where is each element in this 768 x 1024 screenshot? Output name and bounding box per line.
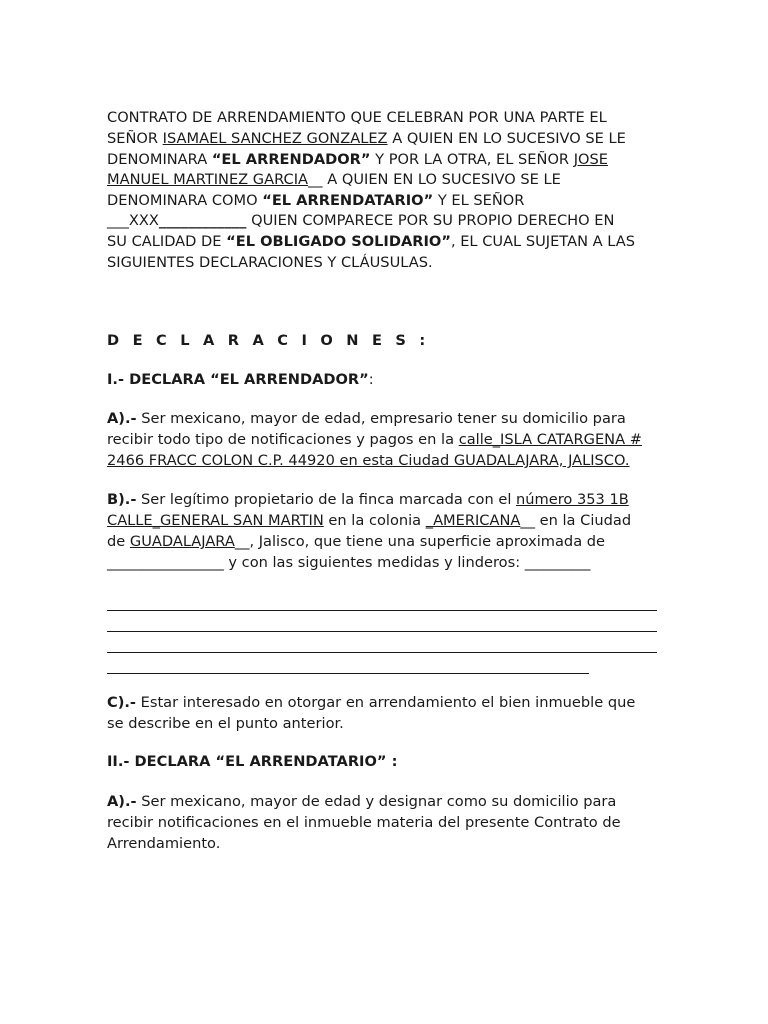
intro-line-8	[107, 253, 667, 274]
declaraciones-heading: D E C L A R A C I O N E S :	[107, 332, 430, 349]
arrendatario-name-part1: JOSE	[573, 151, 608, 168]
intro-text: SIGUIENTES DECLARACIONES Y CLÁUSULAS.	[107, 254, 433, 271]
street-field: CALLE_GENERAL SAN MARTIN	[107, 512, 324, 529]
intro-text: , EL CUAL SUJETAN A LAS	[450, 233, 635, 250]
city-field: GUADALAJARA	[129, 533, 235, 550]
intro-text: CONTRATO DE ARRENDAMIENTO QUE CELEBRAN POR UNA PARTE EL	[107, 109, 607, 126]
address-field: 2466 FRACC COLON C.P. 44920 en esta Ciudad GUADALAJARA, JALISCO.	[107, 452, 630, 469]
clause-1c-line-2	[107, 714, 667, 735]
clause-text: recibir notificaciones en el inmueble materia del presente Contrato de	[107, 814, 621, 831]
colonia-field: _AMERICANA	[425, 512, 521, 529]
clause-text: Estar interesado en otorgar en arrendamiento el bien inmueble que	[135, 694, 636, 711]
intro-text: SEÑOR	[107, 130, 163, 147]
property-number-field: número 353 1B	[516, 491, 629, 508]
clause-2a-line-3	[107, 834, 667, 855]
clause-1a-line-1	[107, 409, 667, 430]
intro-text: DENOMINARA	[107, 151, 212, 168]
blank-line: ________________	[107, 554, 224, 571]
clause-1b-line-1	[107, 490, 667, 511]
blank-rule	[107, 631, 657, 632]
clause-text: de	[107, 533, 130, 550]
clause-text: en la Ciudad	[534, 512, 632, 529]
clause-text: Ser mexicano, mayor de edad, empresario tener su domicilio para	[136, 410, 626, 427]
clause-text: , Jalisco, que tiene una superficie aproximada de	[249, 533, 606, 550]
section-2-heading: II.- DECLARA “EL ARRENDATARIO” :	[107, 753, 398, 770]
clause-text: Ser legítimo propietario de la finca marcada con el	[136, 491, 517, 508]
obligado-name: ___XXX	[107, 212, 159, 229]
clause-2a-line-2	[107, 813, 667, 834]
intro-text: Y POR LA OTRA, EL SEÑOR	[370, 151, 574, 168]
blank-line: ____________	[158, 212, 247, 229]
intro-line-3	[107, 150, 667, 171]
intro-line-5	[107, 191, 667, 212]
intro-line-1	[107, 108, 667, 129]
clause-text: se describe en el punto anterior.	[107, 715, 344, 732]
clause-label: A).-	[107, 410, 137, 427]
clause-1b-line-3	[107, 532, 667, 553]
arrendatario-name-part2: MANUEL MARTINEZ GARCIA	[107, 171, 308, 188]
blank-rule	[107, 652, 657, 653]
clause-1c-line-1	[107, 693, 667, 714]
clause-label: A).-	[107, 793, 137, 810]
intro-line-7	[107, 232, 667, 253]
section-1-heading	[107, 370, 667, 391]
clause-1b-line-4	[107, 553, 667, 574]
clause-label: B).-	[107, 491, 137, 508]
blank-rule	[107, 673, 589, 674]
arrendador-term: “EL ARRENDADOR”	[211, 151, 371, 168]
intro-line-2	[107, 129, 667, 150]
clause-1a-line-3	[107, 451, 667, 472]
clause-2a-line-1	[107, 792, 667, 813]
clause-text: Ser mexicano, mayor de edad y designar como su domicilio para	[136, 793, 617, 810]
clause-1a-line-2	[107, 430, 667, 451]
intro-text: A QUIEN EN LO SUCESIVO SE LE	[387, 130, 626, 147]
clause-text: y con las siguientes medidas y linderos:	[223, 554, 525, 571]
clause-text: recibir todo tipo de notificaciones y pagos en la	[107, 431, 459, 448]
section-1-title: I.- DECLARA “EL ARRENDADOR”	[107, 371, 369, 388]
blank-line: _________	[524, 554, 591, 571]
intro-text: DENOMINARA COMO	[107, 192, 263, 209]
clause-label: C).-	[107, 694, 136, 711]
blank-line: __	[520, 512, 535, 529]
blank-line: __	[308, 171, 323, 188]
address-field: calle_ISLA CATARGENA #	[458, 431, 642, 448]
clause-text: Arrendamiento.	[107, 835, 221, 852]
blank-line: __	[234, 533, 250, 550]
intro-text: QUIEN COMPARECE POR SU PROPIO DERECHO EN	[246, 212, 615, 229]
intro-text: A QUIEN EN LO SUCESIVO SE LE	[322, 171, 561, 188]
intro-text: SU CALIDAD DE	[107, 233, 227, 250]
arrendatario-term: “EL ARRENDATARIO”	[262, 192, 434, 209]
clause-1b-line-2	[107, 511, 667, 532]
intro-line-6	[107, 211, 667, 232]
obligado-term: “EL OBLIGADO SOLIDARIO”	[226, 233, 451, 250]
intro-line-4	[107, 170, 667, 191]
arrendador-name: ISAMAEL SANCHEZ GONZALEZ	[162, 130, 388, 147]
intro-text: Y EL SEÑOR	[433, 192, 525, 209]
clause-text: en la colonia	[323, 512, 426, 529]
blank-rule	[107, 610, 657, 611]
section-1-colon: :	[368, 371, 374, 388]
